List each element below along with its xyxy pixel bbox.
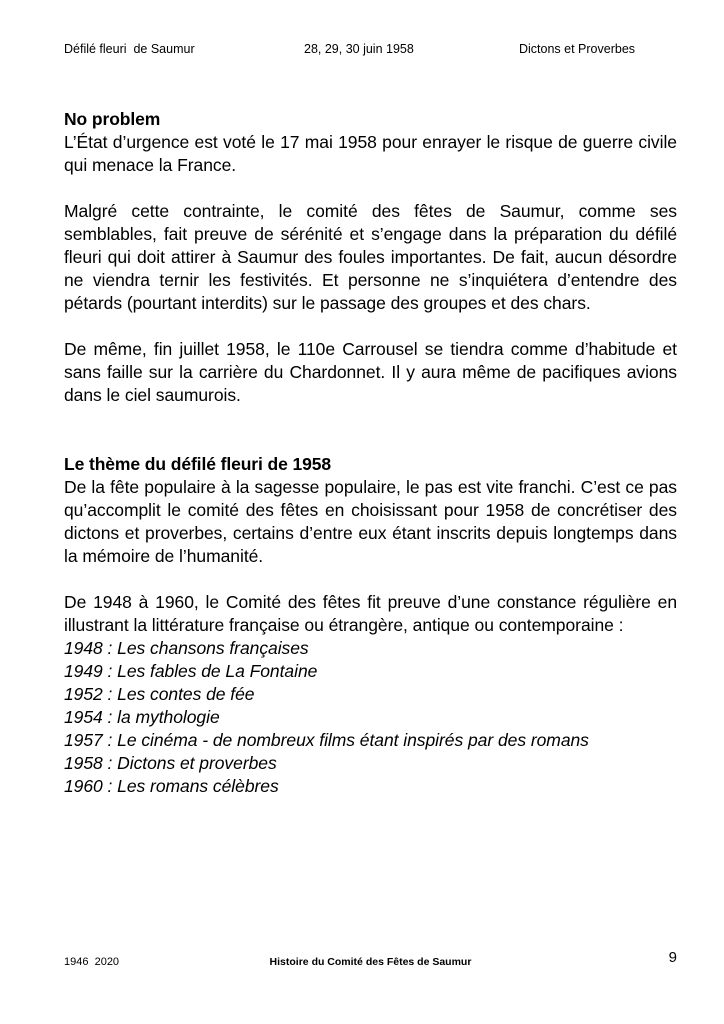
- header-right-theme: Dictons et Proverbes: [519, 42, 636, 56]
- footer-year-range: 1946 2020: [64, 956, 120, 968]
- section-heading-theme-defile: Le thème du défilé fleuri de 1958: [64, 454, 332, 474]
- header-left-title: Défilé fleuri de Saumur: [64, 42, 195, 56]
- header-center-dates: 28, 29, 30 juin 1958: [304, 42, 414, 56]
- section-heading-no-problem: No problem: [64, 109, 161, 129]
- paragraph-fete-populaire: De la fête populaire à la sagesse populaire, le pas est vite franchi. C’est ce pas qu’accomplit le comité des fêtes en choisissant pour 1958 de concrétiser des dictons et proverbes, certains d’entre eux étant inscrits depuis longtemps dans la mémoire de l’humanité.: [64, 477, 677, 566]
- paragraph-spacer: [64, 315, 677, 338]
- list-item: 1957 : Le cinéma - de nombreux films étant inspirés par des romans: [64, 730, 589, 750]
- list-item: 1948 : Les chansons françaises: [64, 638, 309, 658]
- list-item: 1958 : Dictons et proverbes: [64, 753, 277, 773]
- year-theme-list: [64, 637, 677, 798]
- paragraph-de-1948-a-1960: De 1948 à 1960, le Comité des fêtes fit preuve d’une constance régulière en illustrant la littérature française ou étrangère, antique ou contemporaine :: [64, 592, 677, 635]
- list-item: 1954 : la mythologie: [64, 707, 220, 727]
- paragraph-spacer: [64, 568, 677, 591]
- paragraph-malgre-cette-contrainte: Malgré cette contrainte, le comité des fêtes de Saumur, comme ses semblables, fait preuve de sérénité et s’engage dans la préparation du défilé fleuri qui doit attirer à Saumur des foules importantes. De fait, aucun désordre ne viendra ternir les festivités. Et personne ne s’inquiétera d’entendre des pétards (pourtant interdits) sur le passage des groupes et des chars.: [64, 201, 677, 313]
- document-body: [64, 108, 677, 798]
- footer-book-title: Histoire du Comité des Fêtes de Saumur: [269, 956, 472, 968]
- paragraph-spacer: [64, 177, 677, 200]
- list-item: 1960 : Les romans célèbres: [64, 776, 279, 796]
- section-spacer: [64, 407, 677, 453]
- list-item: 1952 : Les contes de fée: [64, 684, 255, 704]
- list-item: 1949 : Les fables de La Fontaine: [64, 661, 318, 681]
- paragraph-etat-urgence: L’État d’urgence est voté le 17 mai 1958 pour enrayer le risque de guerre civile qui menace la France.: [64, 132, 677, 175]
- page-header: [64, 41, 677, 61]
- page-footer: [64, 949, 677, 972]
- footer-page-number: 9: [668, 949, 677, 966]
- paragraph-de-meme-carrousel: De même, fin juillet 1958, le 110e Carrousel se tiendra comme d’habitude et sans faille sur la carrière du Chardonnet. Il y aura même de pacifiques avions dans le ciel saumurois.: [64, 339, 677, 405]
